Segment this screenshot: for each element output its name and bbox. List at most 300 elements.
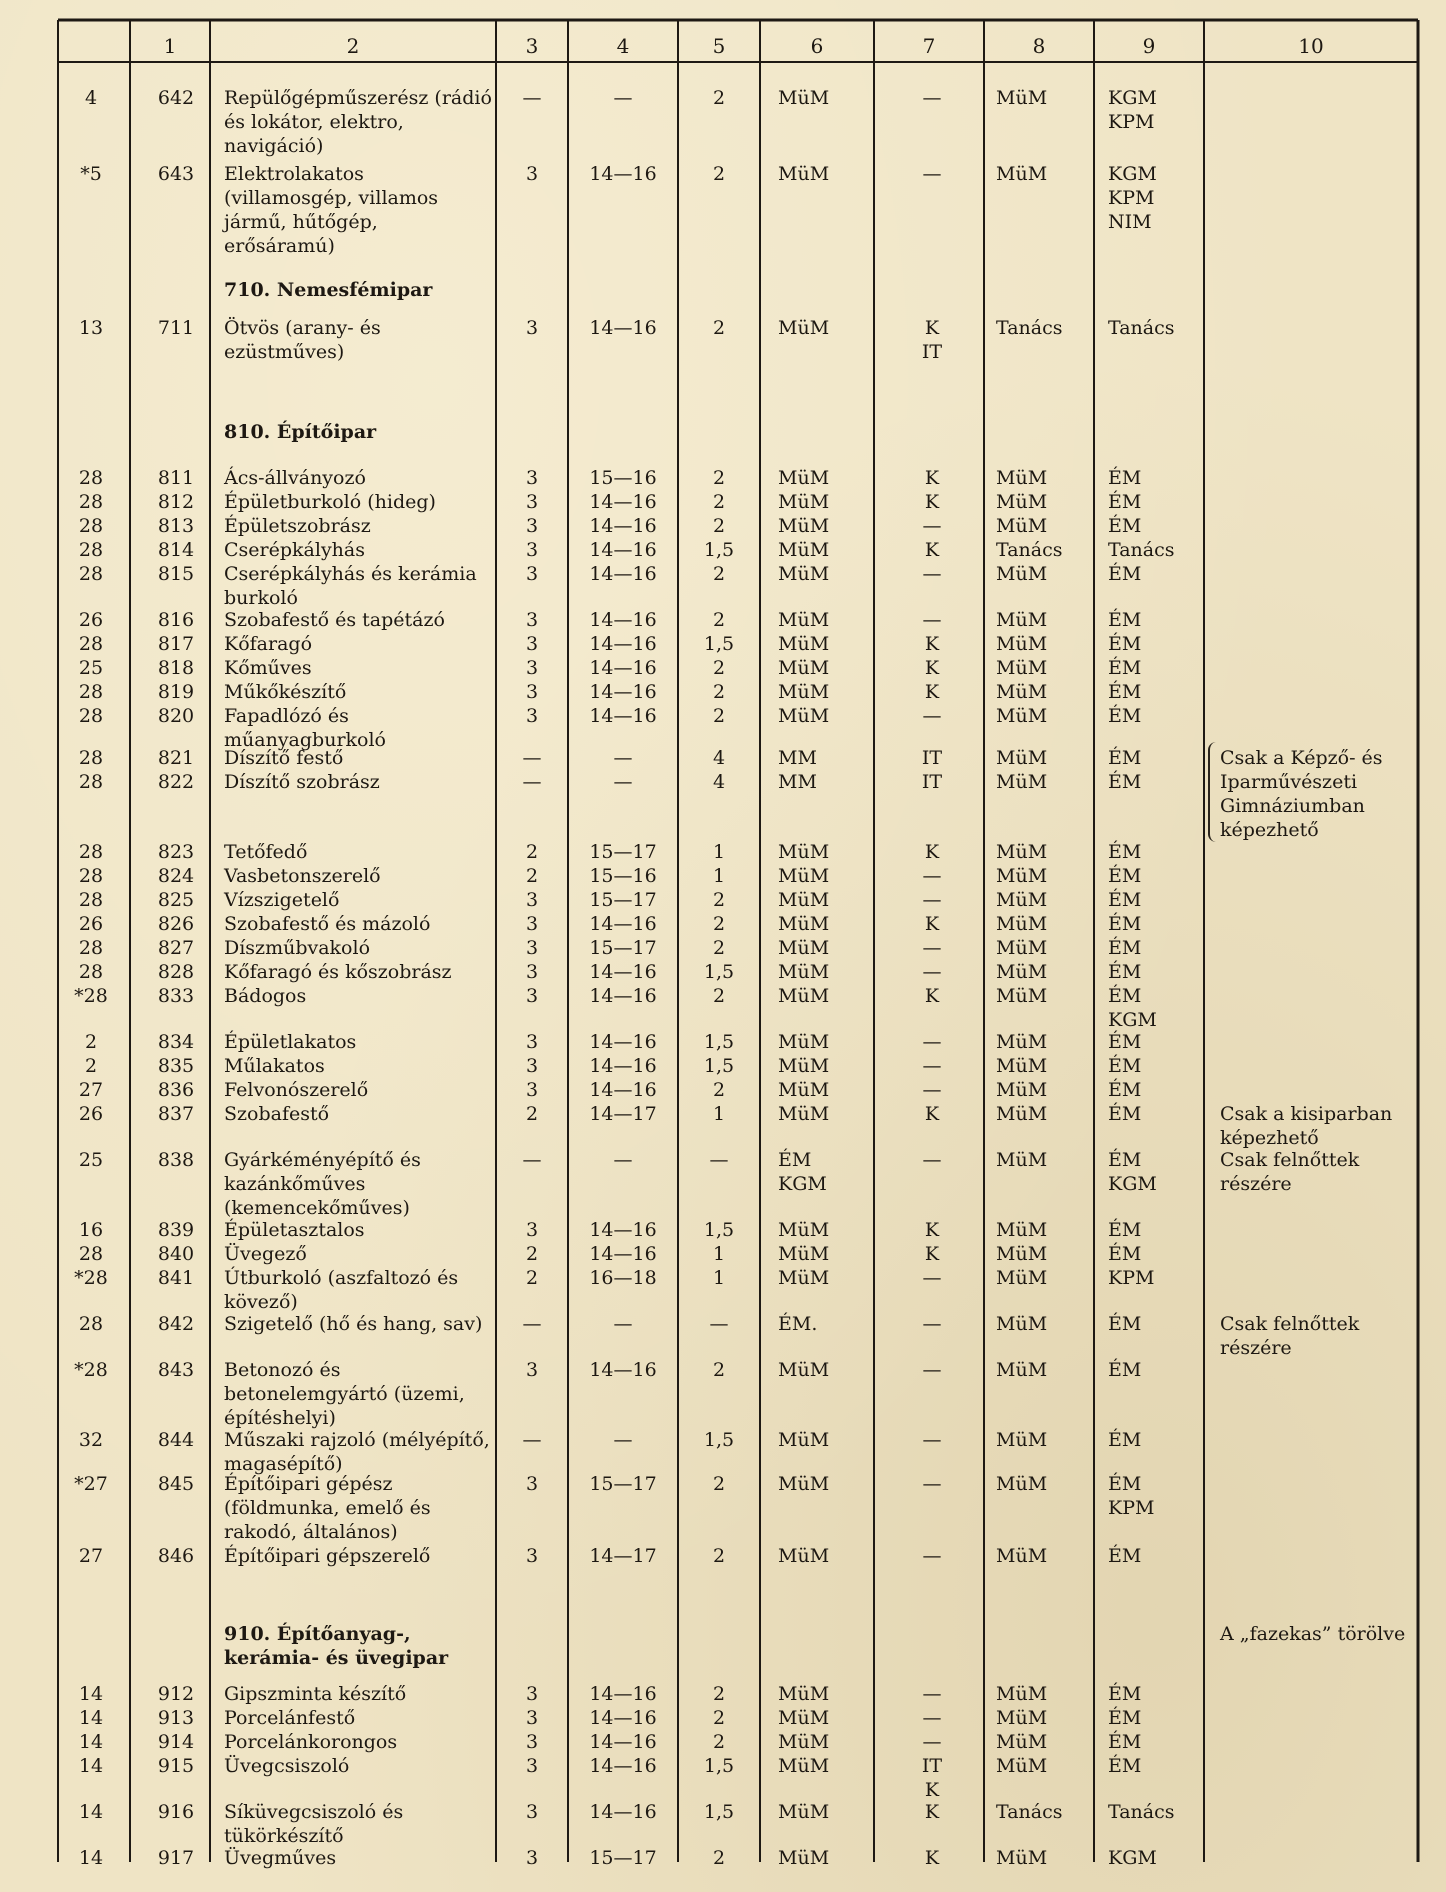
cell-c8: MüM xyxy=(996,563,1048,585)
cell-c8: MüM xyxy=(996,865,1048,887)
section-heading: 910. Építőanyag-, kerámia- és üvegipar xyxy=(224,1623,449,1669)
cell-c9: Tanács xyxy=(1108,1801,1175,1823)
cell-c8: MüM xyxy=(996,491,1048,513)
cell-c6: MüM xyxy=(778,705,830,727)
cell-c6: MüM xyxy=(778,467,830,489)
cell-c0: 26 xyxy=(78,913,104,935)
cell-c8: MüM xyxy=(996,1031,1048,1053)
cell-c4: 14—16 xyxy=(589,1055,657,1077)
cell-c6: ÉM KGM xyxy=(778,1149,827,1195)
cell-c1: 837 xyxy=(157,1103,195,1125)
cell-c4: 14—16 xyxy=(589,539,657,561)
cell-c8: Tanács xyxy=(996,1801,1063,1823)
cell-c1: 915 xyxy=(157,1755,195,1777)
cell-c5: 1,5 xyxy=(703,1755,735,1777)
cell-c1: 912 xyxy=(157,1683,195,1705)
cell-c4: 14—16 xyxy=(589,681,657,703)
cell-c1: 914 xyxy=(157,1731,195,1753)
cell-c7: — xyxy=(922,163,942,185)
cell-c7: — xyxy=(922,563,942,585)
cell-c1: 839 xyxy=(157,1219,195,1241)
cell-c6: MüM xyxy=(778,889,830,911)
cell-c6: MüM xyxy=(778,1545,830,1567)
cell-c3: 2 xyxy=(525,865,539,887)
cell-c9: ÉM xyxy=(1108,913,1142,935)
cell-c4: — xyxy=(613,1313,633,1335)
cell-c6: MüM xyxy=(778,1219,830,1241)
cell-c7: K xyxy=(924,657,940,679)
cell-c0: *28 xyxy=(74,985,108,1007)
cell-c3: 3 xyxy=(525,985,539,1007)
cell-c6: MüM xyxy=(778,539,830,561)
cell-c5: 2 xyxy=(712,491,726,513)
cell-c2: Vasbetonszerelő xyxy=(224,865,381,887)
cell-c0: 25 xyxy=(78,657,104,679)
cell-c5: 2 xyxy=(712,563,726,585)
cell-c7: K xyxy=(924,681,940,703)
cell-c4: 15—17 xyxy=(589,889,657,911)
cell-c7: — xyxy=(922,1031,942,1053)
cell-c10: Csak a Képző- és Iparművészeti Gimnáziumban képezhető xyxy=(1220,747,1383,841)
cell-c4: 14—16 xyxy=(589,1359,657,1381)
cell-c9: KPM xyxy=(1108,1267,1155,1289)
cell-c3: 3 xyxy=(525,317,539,339)
cell-c0: 27 xyxy=(78,1545,104,1567)
cell-c9: ÉM xyxy=(1108,609,1142,631)
cell-c6: MüM xyxy=(778,1103,830,1125)
cell-c0: 14 xyxy=(78,1755,104,1777)
cell-c4: 15—17 xyxy=(589,937,657,959)
cell-c5: 1,5 xyxy=(703,633,735,655)
cell-c4: 14—16 xyxy=(589,1219,657,1241)
cell-c7: K xyxy=(924,985,940,1007)
cell-c1: 643 xyxy=(157,163,195,185)
cell-c0: 14 xyxy=(78,1707,104,1729)
cell-c1: 838 xyxy=(157,1149,195,1171)
cell-c6: MüM xyxy=(778,609,830,631)
cell-c5: 1,5 xyxy=(703,1801,735,1823)
cell-c5: 1 xyxy=(712,865,726,887)
cell-c5: 1,5 xyxy=(703,961,735,983)
cell-c6: MüM xyxy=(778,841,830,863)
cell-c2: Szobafestő és tapétázó xyxy=(224,609,445,631)
cell-c5: 2 xyxy=(712,657,726,679)
cell-c8: MüM xyxy=(996,1313,1048,1335)
cell-c9: ÉM xyxy=(1108,1359,1142,1381)
cell-c4: 15—16 xyxy=(589,467,657,489)
cell-c9: ÉM xyxy=(1108,633,1142,655)
cell-c2: Épületszobrász xyxy=(224,515,371,537)
cell-c6: MüM xyxy=(778,1079,830,1101)
cell-c2: Szigetelő (hő és hang, sav) xyxy=(224,1313,483,1335)
cell-c7: K xyxy=(924,1243,940,1265)
cell-c4: 15—17 xyxy=(589,841,657,863)
cell-c1: 821 xyxy=(157,747,195,769)
cell-c3: 3 xyxy=(525,1731,539,1753)
cell-c1: 815 xyxy=(157,563,195,585)
cell-c3: 3 xyxy=(525,889,539,911)
cell-c8: MüM xyxy=(996,1055,1048,1077)
cell-c1: 819 xyxy=(157,681,195,703)
cell-c4: 14—16 xyxy=(589,1707,657,1729)
cell-c1: 842 xyxy=(157,1313,195,1335)
cell-c3: — xyxy=(522,87,542,109)
cell-c0: 2 xyxy=(84,1031,98,1053)
cell-c9: ÉM xyxy=(1108,771,1142,793)
cell-c6: MüM xyxy=(778,865,830,887)
cell-c9: ÉM xyxy=(1108,1313,1142,1335)
cell-c9: ÉM xyxy=(1108,1731,1142,1753)
cell-c8: MüM xyxy=(996,1103,1048,1125)
cell-c7: — xyxy=(922,1313,942,1335)
cell-c1: 642 xyxy=(157,87,195,109)
cell-c5: 4 xyxy=(712,747,726,769)
cell-c6: MüM xyxy=(778,633,830,655)
cell-c6: ÉM. xyxy=(778,1313,818,1335)
cell-c0: 28 xyxy=(78,1243,104,1265)
cell-c4: — xyxy=(613,1429,633,1451)
col-header-5: 5 xyxy=(712,34,726,58)
cell-c2: Cserépkályhás és kerámia burkoló xyxy=(224,563,477,609)
cell-c1: 827 xyxy=(157,937,195,959)
cell-c8: MüM xyxy=(996,515,1048,537)
cell-c6: MüM xyxy=(778,1473,830,1495)
cell-c10: Csak a kisiparban képezhető xyxy=(1220,1103,1393,1149)
cell-c7: — xyxy=(922,1731,942,1753)
cell-c5: — xyxy=(709,1313,729,1335)
cell-c3: 3 xyxy=(525,539,539,561)
cell-c2: Műkőkészítő xyxy=(224,681,347,703)
cell-c1: 836 xyxy=(157,1079,195,1101)
cell-c7: K xyxy=(924,539,940,561)
cell-c5: 2 xyxy=(712,317,726,339)
cell-c6: MüM xyxy=(778,961,830,983)
cell-c1: 823 xyxy=(157,841,195,863)
cell-c7: — xyxy=(922,87,942,109)
cell-c4: 14—16 xyxy=(589,1031,657,1053)
cell-c0: *27 xyxy=(74,1473,108,1495)
cell-c8: Tanács xyxy=(996,539,1063,561)
cell-c3: 2 xyxy=(525,841,539,863)
cell-c5: 1,5 xyxy=(703,1031,735,1053)
cell-c4: 14—16 xyxy=(589,633,657,655)
cell-c5: 2 xyxy=(712,705,726,727)
cell-c7: — xyxy=(922,1055,942,1077)
cell-c2: Kőfaragó és kőszobrász xyxy=(224,961,452,983)
cell-c2: Ács-állványozó xyxy=(224,467,366,489)
cell-c8: MüM xyxy=(996,1267,1048,1289)
cell-c4: 14—16 xyxy=(589,1801,657,1823)
cell-c9: Tanács xyxy=(1108,539,1175,561)
cell-c5: 2 xyxy=(712,937,726,959)
cell-c1: 812 xyxy=(157,491,195,513)
cell-c2: Cserépkályhás xyxy=(224,539,365,561)
cell-c3: 3 xyxy=(525,1545,539,1567)
cell-c7: IT xyxy=(921,771,943,793)
cell-c3: 3 xyxy=(525,515,539,537)
cell-c7: K xyxy=(924,913,940,935)
cell-c5: 2 xyxy=(712,1683,726,1705)
cell-c9: ÉM xyxy=(1108,1429,1142,1451)
cell-c7: — xyxy=(922,515,942,537)
cell-c1: 833 xyxy=(157,985,195,1007)
cell-c0: 26 xyxy=(78,609,104,631)
cell-c3: 3 xyxy=(525,1683,539,1705)
cell-c3: 3 xyxy=(525,491,539,513)
cell-c5: 2 xyxy=(712,1545,726,1567)
cell-c9: ÉM xyxy=(1108,657,1142,679)
cell-c3: 3 xyxy=(525,609,539,631)
cell-c0: 28 xyxy=(78,633,104,655)
cell-c1: 817 xyxy=(157,633,195,655)
cell-c0: 32 xyxy=(78,1429,104,1451)
cell-c4: 14—16 xyxy=(589,563,657,585)
cell-c0: 28 xyxy=(78,961,104,983)
cell-c9: ÉM xyxy=(1108,747,1142,769)
cell-c8: MüM xyxy=(996,985,1048,1007)
cell-c5: 1 xyxy=(712,1267,726,1289)
cell-c2: Kőműves xyxy=(224,657,312,679)
cell-c2: Üvegező xyxy=(224,1243,307,1265)
cell-c0: 14 xyxy=(78,1847,104,1869)
cell-c2: Üvegműves xyxy=(224,1847,337,1869)
cell-c3: 3 xyxy=(525,163,539,185)
cell-c5: 1,5 xyxy=(703,1055,735,1077)
cell-c1: 826 xyxy=(157,913,195,935)
cell-c7: — xyxy=(922,1707,942,1729)
cell-c0: 28 xyxy=(78,865,104,887)
cell-c5: 2 xyxy=(712,1359,726,1381)
cell-c0: 2 xyxy=(84,1055,98,1077)
cell-c6: MüM xyxy=(778,1755,830,1777)
cell-c0: 28 xyxy=(78,705,104,727)
cell-c6: MüM xyxy=(778,985,830,1007)
col-header-8: 8 xyxy=(1032,34,1046,58)
cell-c2: Fapadlózó és műanyagburkoló xyxy=(224,705,386,751)
cell-c9: ÉM xyxy=(1108,681,1142,703)
cell-c0: 28 xyxy=(78,889,104,911)
cell-c3: 3 xyxy=(525,937,539,959)
cell-c3: 2 xyxy=(525,1243,539,1265)
cell-c7: — xyxy=(922,1267,942,1289)
cell-c2: Díszítő festő xyxy=(224,747,344,769)
cell-c8: MüM xyxy=(996,747,1048,769)
cell-c9: KGM KPM NIM xyxy=(1108,163,1157,233)
cell-c7: K xyxy=(924,841,940,863)
cell-c4: 14—16 xyxy=(589,317,657,339)
cell-c7: K xyxy=(924,1103,940,1125)
cell-c8: MüM xyxy=(996,1731,1048,1753)
col-header-2: 2 xyxy=(346,34,360,58)
cell-c8: MüM xyxy=(996,1755,1048,1777)
cell-c5: 1 xyxy=(712,1243,726,1265)
cell-c5: 1,5 xyxy=(703,539,735,561)
col-header-6: 6 xyxy=(810,34,824,58)
cell-c9: ÉM xyxy=(1108,841,1142,863)
cell-c1: 811 xyxy=(157,467,195,489)
cell-c5: 2 xyxy=(712,1707,726,1729)
cell-c0: 14 xyxy=(78,1683,104,1705)
cell-c6: MüM xyxy=(778,681,830,703)
cell-c3: 3 xyxy=(525,563,539,585)
cell-c2: Porcelánfestő xyxy=(224,1707,356,1729)
cell-c7: — xyxy=(922,865,942,887)
cell-c2: Műlakatos xyxy=(224,1055,325,1077)
cell-c9: ÉM xyxy=(1108,1707,1142,1729)
cell-c7: K xyxy=(924,491,940,513)
cell-c9: ÉM xyxy=(1108,491,1142,513)
cell-c3: — xyxy=(522,1429,542,1451)
cell-c8: MüM xyxy=(996,1219,1048,1241)
cell-c8: MüM xyxy=(996,1149,1048,1171)
cell-c0: 13 xyxy=(78,317,104,339)
cell-c0: 26 xyxy=(78,1103,104,1125)
cell-c7: K IT xyxy=(921,317,943,363)
cell-c5: 2 xyxy=(712,467,726,489)
cell-c4: 14—16 xyxy=(589,163,657,185)
cell-c2: Tetőfedő xyxy=(224,841,308,863)
cell-c9: ÉM xyxy=(1108,563,1142,585)
cell-c6: MüM xyxy=(778,1055,830,1077)
cell-c5: 2 xyxy=(712,87,726,109)
cell-c0: *5 xyxy=(80,163,102,185)
cell-c5: 2 xyxy=(712,1079,726,1101)
cell-c9: ÉM xyxy=(1108,1683,1142,1705)
cell-c9: ÉM xyxy=(1108,515,1142,537)
cell-c9: ÉM xyxy=(1108,705,1142,727)
cell-c8: MüM xyxy=(996,937,1048,959)
cell-c1: 834 xyxy=(157,1031,195,1053)
cell-c9: ÉM xyxy=(1108,937,1142,959)
cell-c8: MüM xyxy=(996,889,1048,911)
cell-c3: 3 xyxy=(525,1055,539,1077)
cell-c3: 3 xyxy=(525,705,539,727)
cell-c7: — xyxy=(922,705,942,727)
cell-c3: 3 xyxy=(525,681,539,703)
cell-c2: Felvonószerelő xyxy=(224,1079,369,1101)
cell-c5: 2 xyxy=(712,1731,726,1753)
cell-c3: 3 xyxy=(525,1031,539,1053)
cell-c8: MüM xyxy=(996,1243,1048,1265)
cell-c0: 25 xyxy=(78,1149,104,1171)
cell-c4: 15—17 xyxy=(589,1847,657,1869)
cell-c4: 14—16 xyxy=(589,1731,657,1753)
cell-c4: 14—16 xyxy=(589,1683,657,1705)
cell-c6: MüM xyxy=(778,1429,830,1451)
cell-c8: MüM xyxy=(996,1847,1048,1869)
note-cell: A „fazekas” törölve xyxy=(1220,1623,1406,1645)
cell-c2: Díszítő szobrász xyxy=(224,771,380,793)
cell-c7: K xyxy=(924,633,940,655)
cell-c5: 2 xyxy=(712,889,726,911)
cell-c5: 2 xyxy=(712,609,726,631)
cell-c0: 28 xyxy=(78,467,104,489)
cell-c2: Épületburkoló (hideg) xyxy=(224,491,436,513)
cell-c3: 3 xyxy=(525,1473,539,1495)
cell-c0: 14 xyxy=(78,1731,104,1753)
cell-c4: 14—16 xyxy=(589,657,657,679)
cell-c9: ÉM xyxy=(1108,889,1142,911)
cell-c8: MüM xyxy=(996,771,1048,793)
cell-c8: MüM xyxy=(996,961,1048,983)
cell-c6: MüM xyxy=(778,1847,830,1869)
note-brace xyxy=(1208,742,1222,842)
cell-c9: ÉM xyxy=(1108,1055,1142,1077)
cell-c2: Szobafestő és mázoló xyxy=(224,913,431,935)
cell-c7: — xyxy=(922,1149,942,1171)
cell-c1: 816 xyxy=(157,609,195,631)
cell-c2: Bádogos xyxy=(224,985,307,1007)
cell-c0: 28 xyxy=(78,747,104,769)
cell-c3: 3 xyxy=(525,1847,539,1869)
cell-c2: Épületlakatos xyxy=(224,1031,357,1053)
col-header-4: 4 xyxy=(616,34,630,58)
cell-c3: 3 xyxy=(525,657,539,679)
cell-c0: 4 xyxy=(84,87,98,109)
cell-c3: — xyxy=(522,1149,542,1171)
cell-c4: 14—16 xyxy=(589,1079,657,1101)
cell-c7: — xyxy=(922,889,942,911)
cell-c6: MüM xyxy=(778,1267,830,1289)
cell-c0: 14 xyxy=(78,1801,104,1823)
cell-c6: MM xyxy=(778,771,817,793)
cell-c2: Üvegcsiszoló xyxy=(224,1755,350,1777)
cell-c2: Gyárkéményépítő és kazánkőműves (kemencekőműves) xyxy=(224,1149,421,1219)
cell-c7: — xyxy=(922,937,942,959)
cell-c3: — xyxy=(522,747,542,769)
cell-c1: 840 xyxy=(157,1243,195,1265)
cell-c0: 28 xyxy=(78,563,104,585)
cell-c6: MüM xyxy=(778,563,830,585)
cell-c7: K xyxy=(924,467,940,489)
cell-c7: — xyxy=(922,1683,942,1705)
cell-c9: ÉM xyxy=(1108,1243,1142,1265)
cell-c7: IT K xyxy=(921,1755,943,1801)
cell-c0: *28 xyxy=(74,1267,108,1289)
cell-c2: Útburkoló (aszfaltozó és kövező) xyxy=(224,1267,459,1313)
cell-c2: Elektrolakatos (villamosgép, villamos jármű, hűtőgép, erősáramú) xyxy=(224,163,439,257)
cell-c2: Épületasztalos xyxy=(224,1219,365,1241)
cell-c9: ÉM KGM xyxy=(1108,985,1157,1031)
cell-c4: 14—16 xyxy=(589,491,657,513)
cell-c4: 14—16 xyxy=(589,961,657,983)
cell-c0: 28 xyxy=(78,681,104,703)
cell-c7: — xyxy=(922,1545,942,1567)
cell-c9: ÉM KPM xyxy=(1108,1473,1155,1519)
cell-c2: Vízszigetelő xyxy=(224,889,340,911)
cell-c0: 28 xyxy=(78,539,104,561)
cell-c7: K xyxy=(924,1219,940,1241)
cell-c2: Műszaki rajzoló (mélyépítő, magasépítő) xyxy=(224,1429,490,1475)
cell-c2: Síküvegcsiszoló és tükörkészítő xyxy=(224,1801,404,1847)
cell-c8: MüM xyxy=(996,841,1048,863)
cell-c9: ÉM xyxy=(1108,1031,1142,1053)
cell-c1: 917 xyxy=(157,1847,195,1869)
cell-c6: MüM xyxy=(778,163,830,185)
cell-c5: 4 xyxy=(712,771,726,793)
cell-c5: 1 xyxy=(712,841,726,863)
cell-c6: MüM xyxy=(778,657,830,679)
cell-c9: ÉM xyxy=(1108,961,1142,983)
cell-c3: 3 xyxy=(525,1359,539,1381)
cell-c4: 14—16 xyxy=(589,609,657,631)
cell-c3: 3 xyxy=(525,1801,539,1823)
cell-c8: MüM xyxy=(996,633,1048,655)
cell-c9: ÉM xyxy=(1108,1545,1142,1567)
cell-c6: MüM xyxy=(778,1707,830,1729)
cell-c1: 818 xyxy=(157,657,195,679)
col-header-3: 3 xyxy=(525,34,539,58)
